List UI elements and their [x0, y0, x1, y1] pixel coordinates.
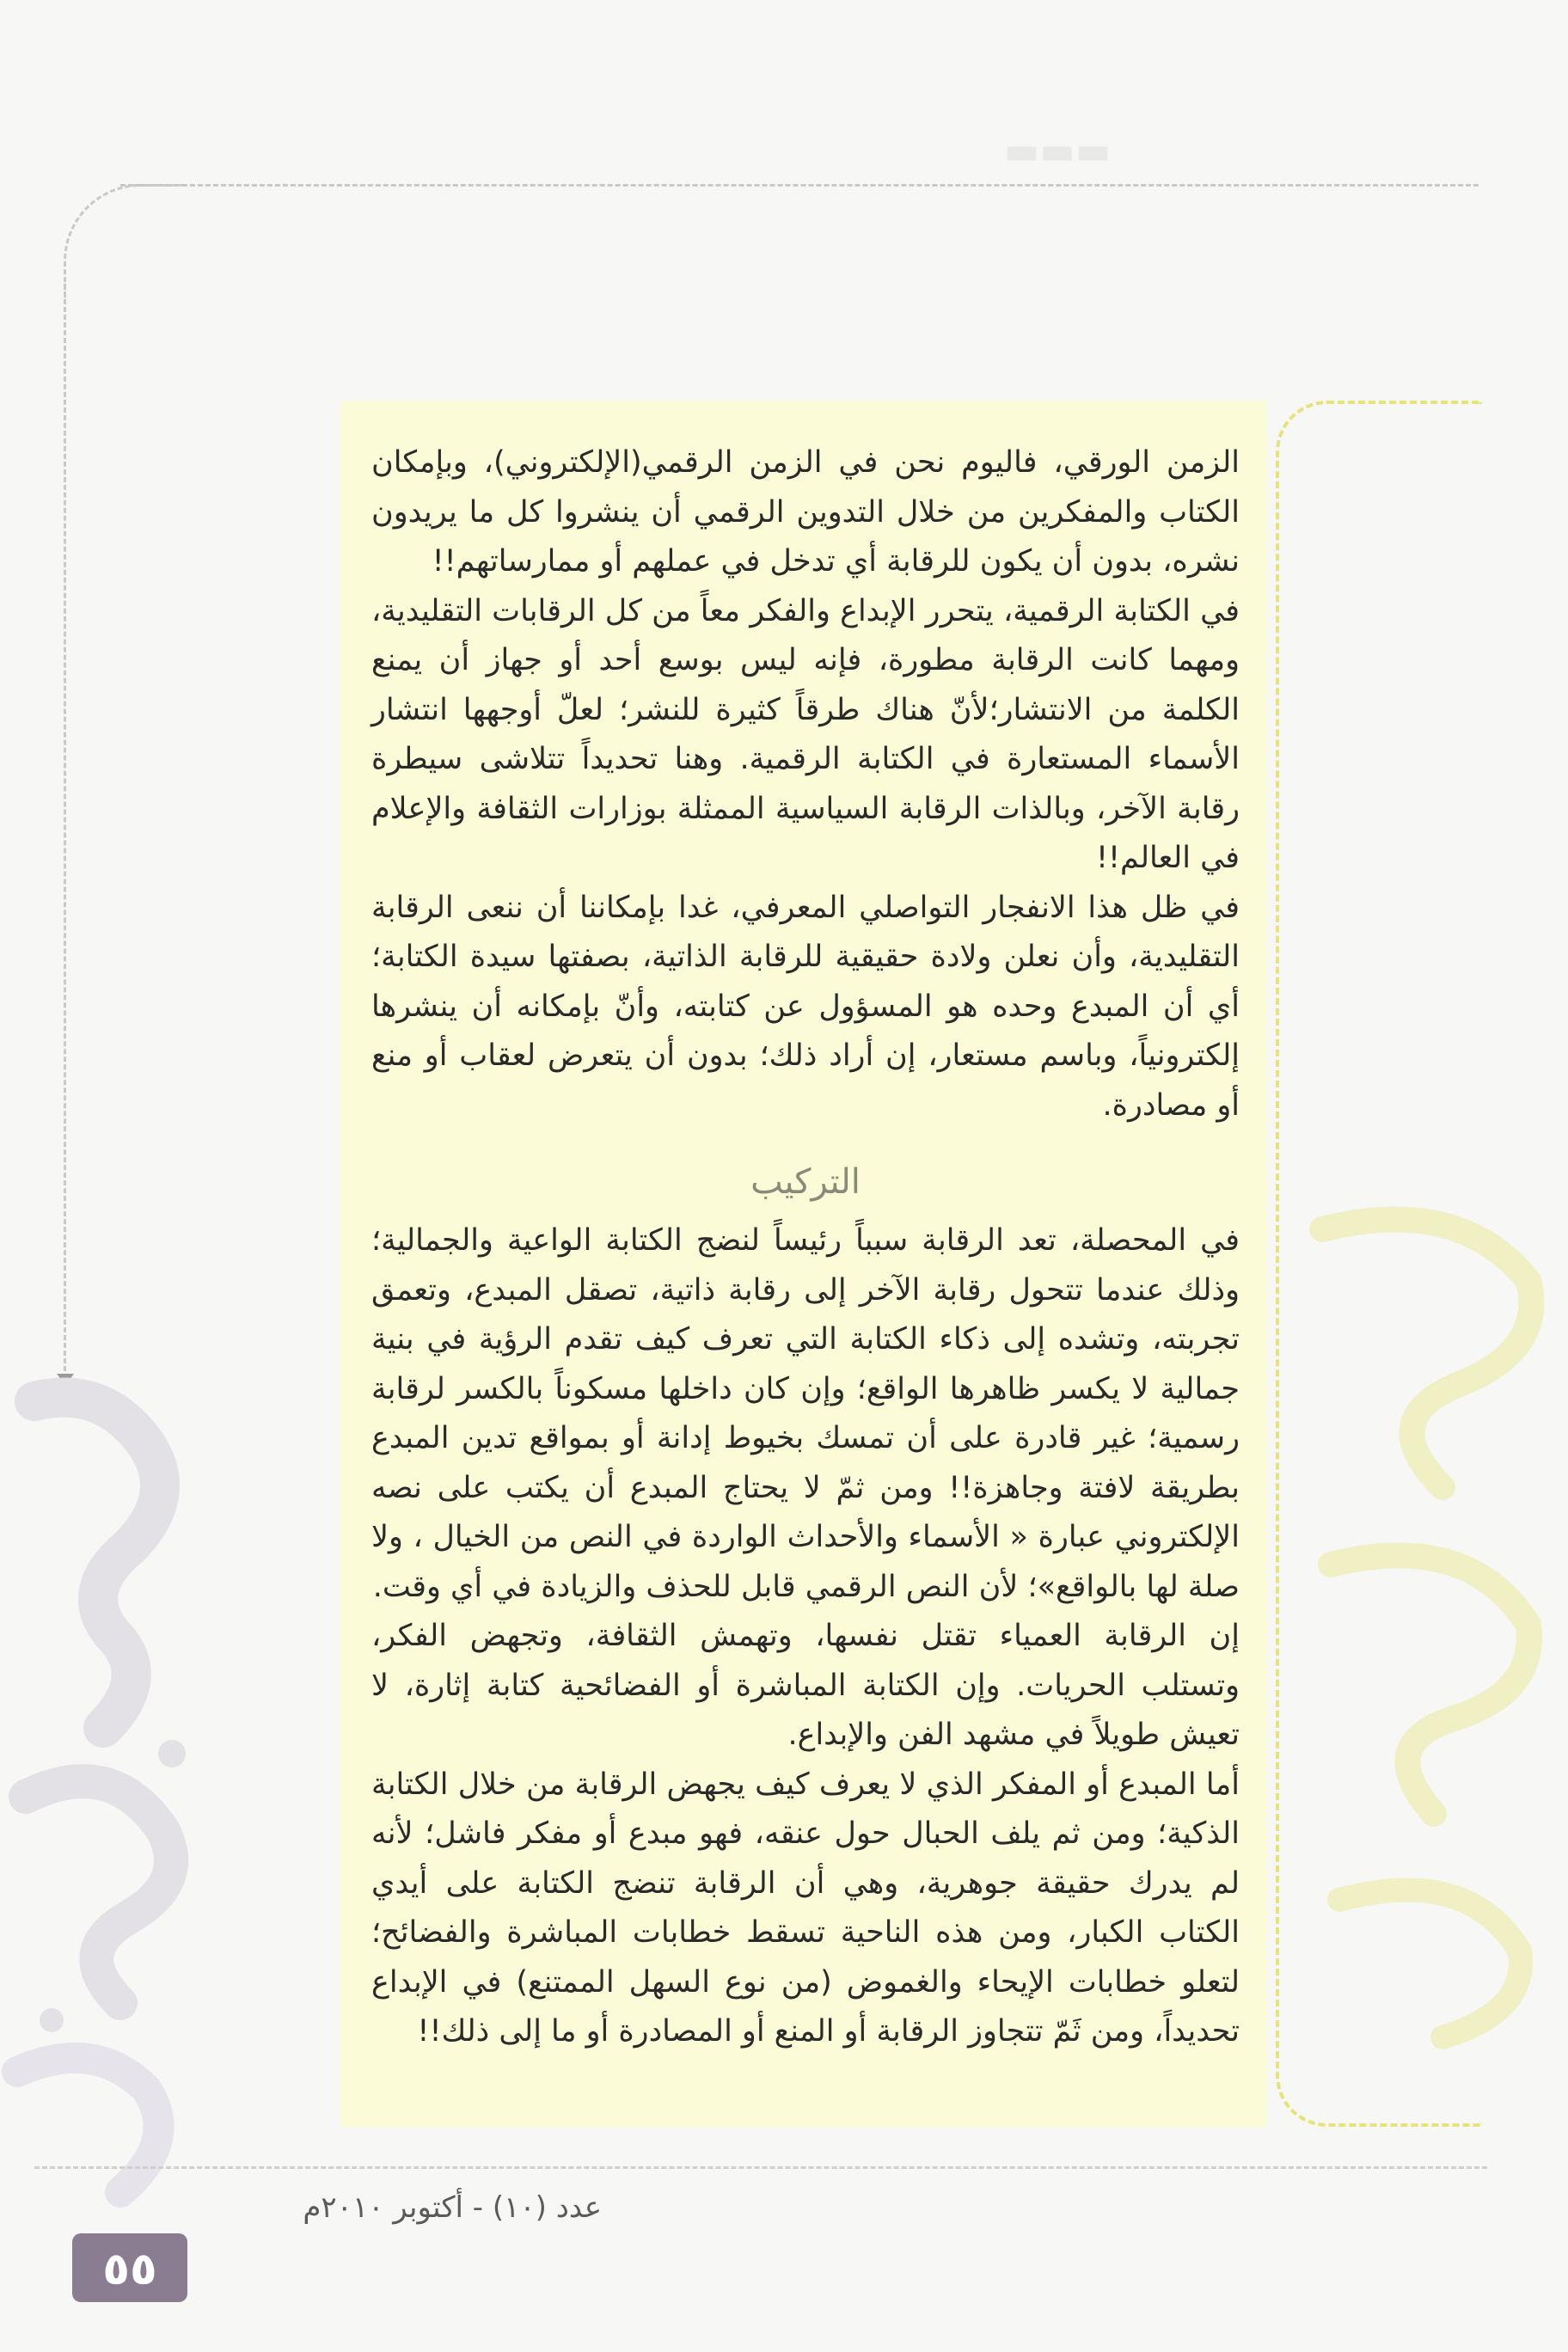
- frame-corner: [64, 184, 184, 304]
- footer-dashed-line: [34, 2166, 1487, 2169]
- issue-info: عدد (١٠) - أكتوبر ٢٠١٠م: [303, 2190, 602, 2225]
- section-heading: التركيب: [750, 1162, 861, 1202]
- article-paragraph-4: في المحصلة، تعد الرقابة سبباً رئيساً لنضج الكتابة الواعية والجمالية؛ وذلك عندما تتحول رقابة الآخر إلى رقابة ذاتية، تصقل المبدع، وتعمق تجربته، وتشده إلى ذكاء الكتابة التي تعرف كيف تقدم الرؤية في بنية جمالية لا يكسر ظاهرها الواقع؛ وإن كان داخلها مسكوناً بالكسر لرقابة رسمية؛ غير قادرة على أن تمسك بخيوط إدانة أو بمواقع تدين المبدع بطريقة لافتة وجاهزة!! ومن ثمّ لا يحتاج المبدع أن يكتب على نصه الإلكتروني عبارة « الأسماء والأحداث الواردة في النص من الخيال ، ولا صلة لها بالواقع»؛ لأن النص الرقمي قابل للحذف والزيادة في أي وقت.: [371, 1223, 1240, 1604]
- page-number: ٥٥: [102, 2244, 157, 2295]
- side-panel-border: [1276, 401, 1482, 2127]
- article-body: [371, 438, 1240, 2057]
- frame-top-dashed-line: [120, 184, 1479, 187]
- article-paragraph-1: الزمن الورقي، فاليوم نحن في الزمن الرقمي(الإلكتروني)، وبإمكان الكتاب والمفكرين من خلال التدوين الرقمي أن ينشروا كل ما يريدون نشره، بدون أن يكون للرقابة أي تدخل في عملهم أو ممارساتهم!!: [371, 445, 1240, 579]
- article-paragraph-6: أما المبدع أو المفكر الذي لا يعرف كيف يجهض الرقابة من خلال الكتابة الذكية؛ ومن ثم يلف الحبال حول عنقه، فهو مبدع أو مفكر فاشل؛ لأنه لم يدرك حقيقة جوهرية، وهي أن الرقابة تنضج الكتابة على أيدي الكتاب الكبار، ومن هذه الناحية تسقط خطابات المباشرة والفضائح؛ لتعلو خطابات الإيحاء والغموض (من نوع السهل الممتنع) في الإبداع تحديداً، ومن ثَمّ تتجاوز الرقابة أو المنع أو المصادرة أو ما إلى ذلك!!: [371, 1767, 1240, 2049]
- frame-left-dashed-line: [64, 284, 66, 1371]
- header-ghost-title: ▬▬▬: [1003, 129, 1112, 173]
- calligraphy-decoration-left: [0, 1350, 215, 2278]
- article-paragraph-2: في الكتابة الرقمية، يتحرر الإبداع والفكر معاً من كل الرقابات التقليدية، ومهما كانت الرقابة مطورة، فإنه ليس بوسع أحد أو جهاز أن يمنع الكلمة من الانتشار؛لأنّ هناك طرقاً كثيرة للنشر؛ لعلّ أوجهها انتشار الأسماء المستعارة في الكتابة الرقمية. وهنا تحديداً تتلاشى سيطرة رقابة الآخر، وبالذات الرقابة السياسية الممثلة بوزارات الثقافة والإعلام في العالم!!: [371, 593, 1240, 875]
- article-paragraph-5: إن الرقابة العمياء تقتل نفسها، وتهمش الثقافة، وتجهض الفكر، وتستلب الحريات. وإن الكتابة المباشرة أو الفضائحية كتابة إثارة، لا تعيش طويلاً في مشهد الفن والإبداع.: [371, 1619, 1240, 1752]
- article-paragraph-3: في ظل هذا الانفجار التواصلي المعرفي، غدا بإمكاننا أن ننعى الرقابة التقليدية، وأن نعلن ولادة حقيقية للرقابة الذاتية، بصفتها سيدة الكتابة؛ أي أن المبدع وحده هو المسؤول عن كتابته، وأنّ بإمكانه أن ينشرها إلكترونياً، وباسم مستعار، إن أراد ذلك؛ بدون أن يتعرض لعقاب أو منع أو مصادرة.: [371, 890, 1240, 1123]
